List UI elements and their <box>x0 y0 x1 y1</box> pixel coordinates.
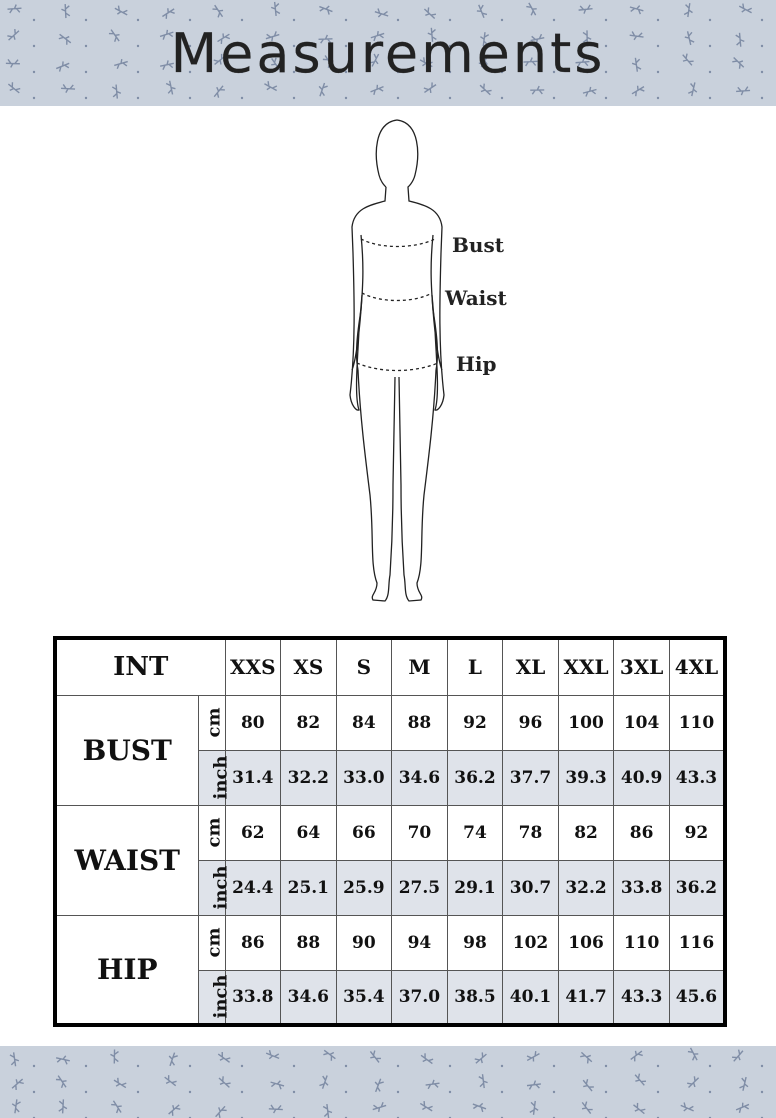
sprig-icon <box>479 1074 489 1089</box>
sprig-icon <box>525 1050 541 1064</box>
table-cell: 84 <box>336 695 392 750</box>
table-cell: 88 <box>281 915 337 970</box>
unit-text: inch <box>209 974 231 1019</box>
dot-icon <box>137 1091 139 1093</box>
table-cell: 36.2 <box>447 750 503 805</box>
table-cell: 33.8 <box>614 860 670 915</box>
unit-label <box>198 805 225 860</box>
table-cell: 43.3 <box>614 970 670 1025</box>
dot-icon <box>449 1065 451 1067</box>
dot-icon <box>85 1065 87 1067</box>
table-cell: 88 <box>392 695 448 750</box>
size-header: XS <box>281 638 337 695</box>
table-cell: 43.3 <box>669 750 725 805</box>
size-header: 3XL <box>614 638 670 695</box>
unit-text: cm <box>203 927 225 958</box>
table-cell: 39.3 <box>558 750 614 805</box>
sprig-icon <box>59 1099 68 1113</box>
sprig-icon <box>216 1075 232 1090</box>
dot-icon <box>189 1065 191 1067</box>
dot-icon <box>709 1065 711 1067</box>
sprig-icon <box>11 1099 21 1114</box>
dot-icon <box>33 1091 35 1093</box>
size-header: XXL <box>558 638 614 695</box>
dot-icon <box>241 1091 243 1093</box>
dot-icon <box>345 1091 347 1093</box>
sprig-icon <box>110 1049 118 1063</box>
dot-icon <box>709 1091 711 1093</box>
unit-label <box>198 695 225 750</box>
unit-label <box>198 860 231 915</box>
dot-icon <box>397 1065 399 1067</box>
table-cell: 62 <box>225 805 281 860</box>
dot-icon <box>33 1065 35 1067</box>
sprig-icon <box>372 1102 388 1114</box>
table-cell: 45.6 <box>669 970 725 1025</box>
sprig-icon <box>687 1046 701 1062</box>
sprig-icon <box>269 1078 285 1090</box>
sprig-icon <box>527 1080 542 1090</box>
table-cell: 40.9 <box>614 750 670 805</box>
dot-icon <box>605 1065 607 1067</box>
table-cell: 32.2 <box>281 750 337 805</box>
waist-label: Waist <box>445 286 507 310</box>
size-header: 4XL <box>669 638 725 695</box>
sprig-icon <box>55 1073 69 1089</box>
table-cell: 94 <box>392 915 448 970</box>
sprig-icon <box>632 1072 647 1088</box>
table-cell: 100 <box>558 695 614 750</box>
table-cell: 80 <box>225 695 281 750</box>
table-cell: 110 <box>669 695 725 750</box>
table-cell: 25.1 <box>281 860 337 915</box>
hip-label: Hip <box>456 352 497 376</box>
sprig-icon <box>735 1101 751 1114</box>
dot-icon <box>397 1091 399 1093</box>
sprig-icon <box>10 1052 20 1067</box>
unit-text: inch <box>209 755 231 800</box>
measurement-group-label: BUST <box>55 695 198 805</box>
int-header: INT <box>55 638 225 695</box>
dot-icon <box>85 1091 87 1093</box>
dot-icon <box>189 1091 191 1093</box>
dot-icon <box>657 1065 659 1067</box>
sprig-icon <box>367 1049 382 1065</box>
sprig-icon <box>319 1074 331 1090</box>
dot-icon <box>761 1091 763 1093</box>
dot-icon <box>293 1091 295 1093</box>
table-cell: 34.6 <box>392 750 448 805</box>
dot-icon <box>241 1065 243 1067</box>
sprig-icon <box>162 1074 178 1089</box>
table-cell: 30.7 <box>503 860 559 915</box>
table-cell: 33.8 <box>225 970 281 1025</box>
table-cell: 32.2 <box>558 860 614 915</box>
sprig-icon <box>110 1099 124 1115</box>
table-cell: 29.1 <box>447 860 503 915</box>
dot-icon <box>345 1065 347 1067</box>
table-row <box>55 915 725 970</box>
floral-pattern <box>0 1046 776 1118</box>
size-header: XL <box>503 638 559 695</box>
unit-text: inch <box>209 865 231 910</box>
table-cell: 66 <box>336 805 392 860</box>
table-row <box>55 695 725 750</box>
sprig-icon <box>579 1100 594 1116</box>
unit-text: cm <box>203 707 225 738</box>
table-cell: 33.0 <box>336 750 392 805</box>
sprig-icon <box>579 1049 595 1064</box>
dot-icon <box>761 1065 763 1067</box>
sprig-icon <box>580 1078 595 1094</box>
dot-icon <box>553 1065 555 1067</box>
sprig-icon <box>213 1104 228 1118</box>
sprig-icon <box>216 1051 232 1066</box>
table-cell: 102 <box>503 915 559 970</box>
table-cell: 86 <box>614 805 670 860</box>
measurement-group-label: HIP <box>55 915 198 1025</box>
table-cell: 70 <box>392 805 448 860</box>
sprig-icon <box>739 1076 750 1091</box>
sprig-icon <box>419 1052 435 1067</box>
sprig-icon <box>628 1048 644 1063</box>
table-cell: 82 <box>281 695 337 750</box>
sprig-icon <box>471 1100 487 1112</box>
body-outline-illustration <box>330 115 460 607</box>
table-cell: 82 <box>558 805 614 860</box>
sprig-icon <box>322 1047 338 1062</box>
page-title: Measurements <box>170 21 606 85</box>
table-cell: 25.9 <box>336 860 392 915</box>
size-header: XXS <box>225 638 281 695</box>
size-chart-table <box>53 636 727 1027</box>
table-row <box>55 805 725 860</box>
table-cell: 24.4 <box>225 860 281 915</box>
dot-icon <box>137 1065 139 1067</box>
bust-label: Bust <box>452 233 504 257</box>
table-cell: 86 <box>225 915 281 970</box>
size-header: L <box>447 638 503 695</box>
table-cell: 35.4 <box>336 970 392 1025</box>
unit-label <box>198 750 231 805</box>
table-cell: 98 <box>447 915 503 970</box>
sprig-icon <box>112 1077 128 1091</box>
dot-icon <box>605 1091 607 1093</box>
sprig-icon <box>55 1054 70 1065</box>
table-cell: 41.7 <box>558 970 614 1025</box>
sprig-icon <box>265 1049 281 1062</box>
dot-icon <box>293 1065 295 1067</box>
table-cell: 64 <box>281 805 337 860</box>
table-cell: 92 <box>447 695 503 750</box>
sprig-icon <box>166 1051 178 1067</box>
sprig-icon <box>679 1102 695 1115</box>
header-title-wrap <box>0 0 776 106</box>
sprig-icon <box>425 1079 440 1089</box>
dot-icon <box>449 1091 451 1093</box>
sprig-icon <box>530 1100 540 1115</box>
table-cell: 37.0 <box>392 970 448 1025</box>
sprig-icon <box>418 1100 434 1114</box>
sprig-icon <box>269 1105 283 1114</box>
table-cell: 104 <box>614 695 670 750</box>
table-cell: 116 <box>669 915 725 970</box>
sprig-icon <box>323 1104 333 1118</box>
sprig-icon <box>372 1077 384 1093</box>
table-cell: 36.2 <box>669 860 725 915</box>
table-cell: 27.5 <box>392 860 448 915</box>
sprig-icon <box>473 1051 489 1066</box>
table-cell: 40.1 <box>503 970 559 1025</box>
unit-label <box>198 915 225 970</box>
footer-band <box>0 1046 776 1118</box>
sprig-icon <box>9 1076 25 1091</box>
table-cell: 90 <box>336 915 392 970</box>
table-cell: 110 <box>614 915 670 970</box>
table-cell: 31.4 <box>225 750 281 805</box>
table-cell: 78 <box>503 805 559 860</box>
table-cell: 38.5 <box>447 970 503 1025</box>
table-cell: 106 <box>558 915 614 970</box>
sprig-icon <box>731 1048 746 1064</box>
dot-icon <box>501 1065 503 1067</box>
size-header: M <box>392 638 448 695</box>
body-figure <box>320 115 530 607</box>
unit-label <box>198 970 231 1025</box>
sprig-icon <box>686 1075 702 1090</box>
table-cell: 96 <box>503 695 559 750</box>
dot-icon <box>501 1091 503 1093</box>
sprig-icon <box>166 1102 182 1117</box>
dot-icon <box>657 1091 659 1093</box>
table-cell: 37.7 <box>503 750 559 805</box>
dot-icon <box>553 1091 555 1093</box>
table-cell: 34.6 <box>281 970 337 1025</box>
unit-text: cm <box>203 817 225 848</box>
sprig-icon <box>631 1102 647 1117</box>
measurement-group-label: WAIST <box>55 805 198 915</box>
size-header: S <box>336 638 392 695</box>
header-row <box>55 638 725 695</box>
table-cell: 74 <box>447 805 503 860</box>
table-cell: 92 <box>669 805 725 860</box>
